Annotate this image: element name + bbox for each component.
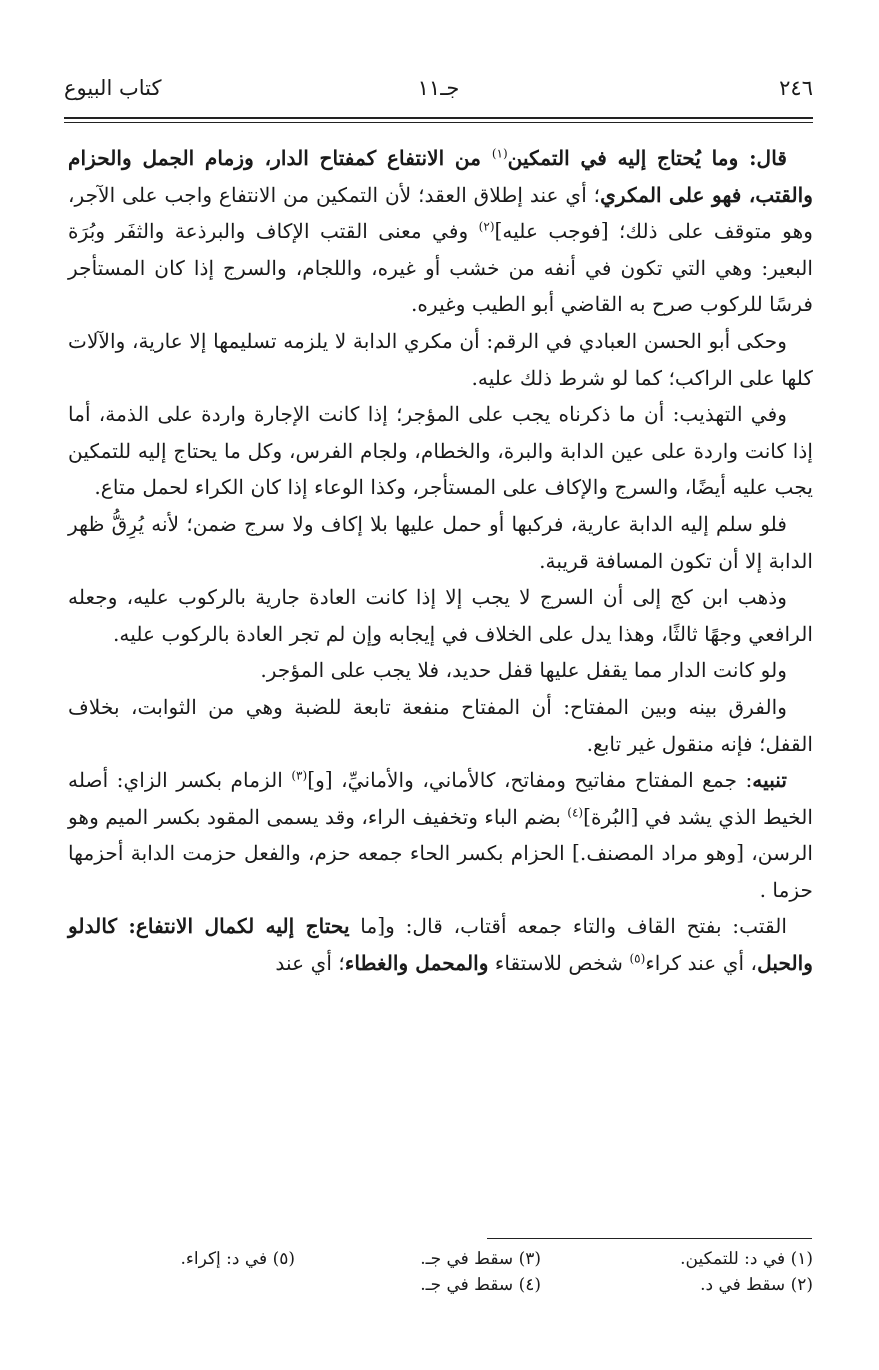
volume-label: جـ١١: [417, 76, 460, 100]
text-run: بضم الباء وتخفيف الراء، وقد يسمى المقود بكسر الميم وهو الرسن، [وهو مراد المصنف.] الحزام بكسر الحاء جمعه حزم، والفعل حزمت الدابة أحزمها حزما .: [68, 804, 813, 902]
text-run: وذهب ابن كج إلى أن السرج لا يجب إلا إذا كانت العادة جارية بالركوب عليه، وجعله الرافعي وجهًا ثالثًا، وهذا يدل على الخلاف في إيجابه وإن لم تجر العادة بالركوب عليه.: [68, 585, 813, 646]
page-number: ٢٤٦: [779, 76, 813, 100]
bold-text: من الانتفاع كمفتاح الدار، وزمام الجمل والحزام والقتب، فهو على المكري: [68, 146, 813, 207]
footnote-ref: (٣): [291, 768, 308, 783]
header-rule: [64, 117, 813, 119]
paragraph: [68, 762, 813, 908]
paragraph: [68, 689, 813, 762]
paragraph: [68, 140, 813, 323]
text-run: ، أي عند كراء: [645, 951, 758, 976]
footnote-ref: (١): [491, 146, 508, 161]
bold-text: يحتاج إليه لكمال الانتفاع: كالدلو والحبل: [68, 914, 813, 976]
body-text: [68, 140, 813, 982]
footnote-ref: (٥): [629, 951, 646, 966]
footnote-rule: [487, 1238, 812, 1239]
footnote-ref: (٤): [567, 804, 584, 819]
bold-text: والمحمل والغطاء: [344, 951, 489, 976]
text-run: فلو سلم إليه الدابة عارية، فركبها أو حمل عليها بلا إكاف ولا سرج ضمن؛ لأنه يُرِقُّ ظهر الدابة إلا أن تكون المسافة قريبة.: [68, 511, 813, 573]
text-run: وفي معنى القتب الإكاف والبرذعة والثفَر وبُرَة البعير: وهي التي تكون في أنفه من خشب أو غيره، واللجام، والسرج إذا كان المستأجر فرسًا للركوب صرح به القاضي أبو الطيب وغيره.: [68, 219, 813, 317]
text-run: وحكى أبو الحسن العبادي في الرقم: أن مكري الدابة لا يلزمه تسليمها إلا عارية، والآلات كلها على الراكب؛ كما لو شرط ذلك عليه.: [68, 328, 813, 390]
paragraph: [68, 323, 813, 396]
footnote-4: (٤) سقط في جـ.: [420, 1275, 541, 1295]
text-run: القتب: بفتح القاف والتاء جمعه أقتاب، قال: و[ما: [349, 914, 787, 939]
bold-text: تنبيه: [752, 768, 788, 793]
footnote-5: (٥) في د: إكراء.: [180, 1249, 295, 1269]
footnotes: [68, 1246, 813, 1298]
footnote-2: (٢) سقط في د.: [700, 1275, 813, 1295]
text-run: شخص للاستقاء: [488, 951, 630, 976]
bold-text: قال: وما يُحتاج إليه في التمكين: [507, 146, 787, 170]
paragraph: [68, 579, 813, 652]
text-run: ؛ أي عند: [275, 951, 345, 976]
paragraph: [68, 506, 813, 579]
book-title: كتاب البيوع: [64, 76, 162, 100]
paragraph: [68, 396, 813, 506]
paragraph: [68, 908, 813, 981]
footnote-1: (١) في د: للتمكين.: [680, 1249, 813, 1269]
header-rule-thin: [64, 122, 813, 123]
footnote-ref: (٢): [478, 219, 495, 234]
text-run: ولو كانت الدار مما يقفل عليها قفل حديد، فلا يجب على المؤجر.: [260, 658, 787, 683]
text-run: الزمام بكسر الزاي: أصله الخيط الذي يشد في [البُرة]: [68, 768, 814, 829]
paragraph: [68, 652, 813, 689]
text-run: ؛ أي عند إطلاق العقد؛ لأن التمكين من الانتفاع واجب على الآجر، وهو متوقف على ذلك؛ [فوجب عليه]: [68, 182, 813, 244]
footnote-row: [68, 1272, 813, 1298]
footnote-3: (٣) سقط في جـ.: [420, 1249, 541, 1269]
text-run: : جمع المفتاح مفاتيح ومفاتح، كالأماني، والأمانيِّ، [و]: [307, 768, 753, 793]
text-run: وفي التهذيب: أن ما ذكرناه يجب على المؤجر؛ إذا كانت الإجارة واردة على الذمة، أما إذا كانت واردة على عين الدابة والبرة، والخطام، ولجام الفرس، وكل ما يحتاج إليه للتمكين يجب عليه أيضًا، والسرج والإكاف على المستأجر، وكذا الوعاء إذا كان الكراء لحمل متاع.: [68, 402, 813, 500]
footnote-row: [68, 1246, 813, 1272]
running-header: [64, 76, 813, 116]
text-run: والفرق بينه وبين المفتاح: أن المفتاح منفعة تابعة للضبة وهي من الثوابت، بخلاف القفل؛ فإنه منقول غير تابع.: [68, 694, 813, 756]
